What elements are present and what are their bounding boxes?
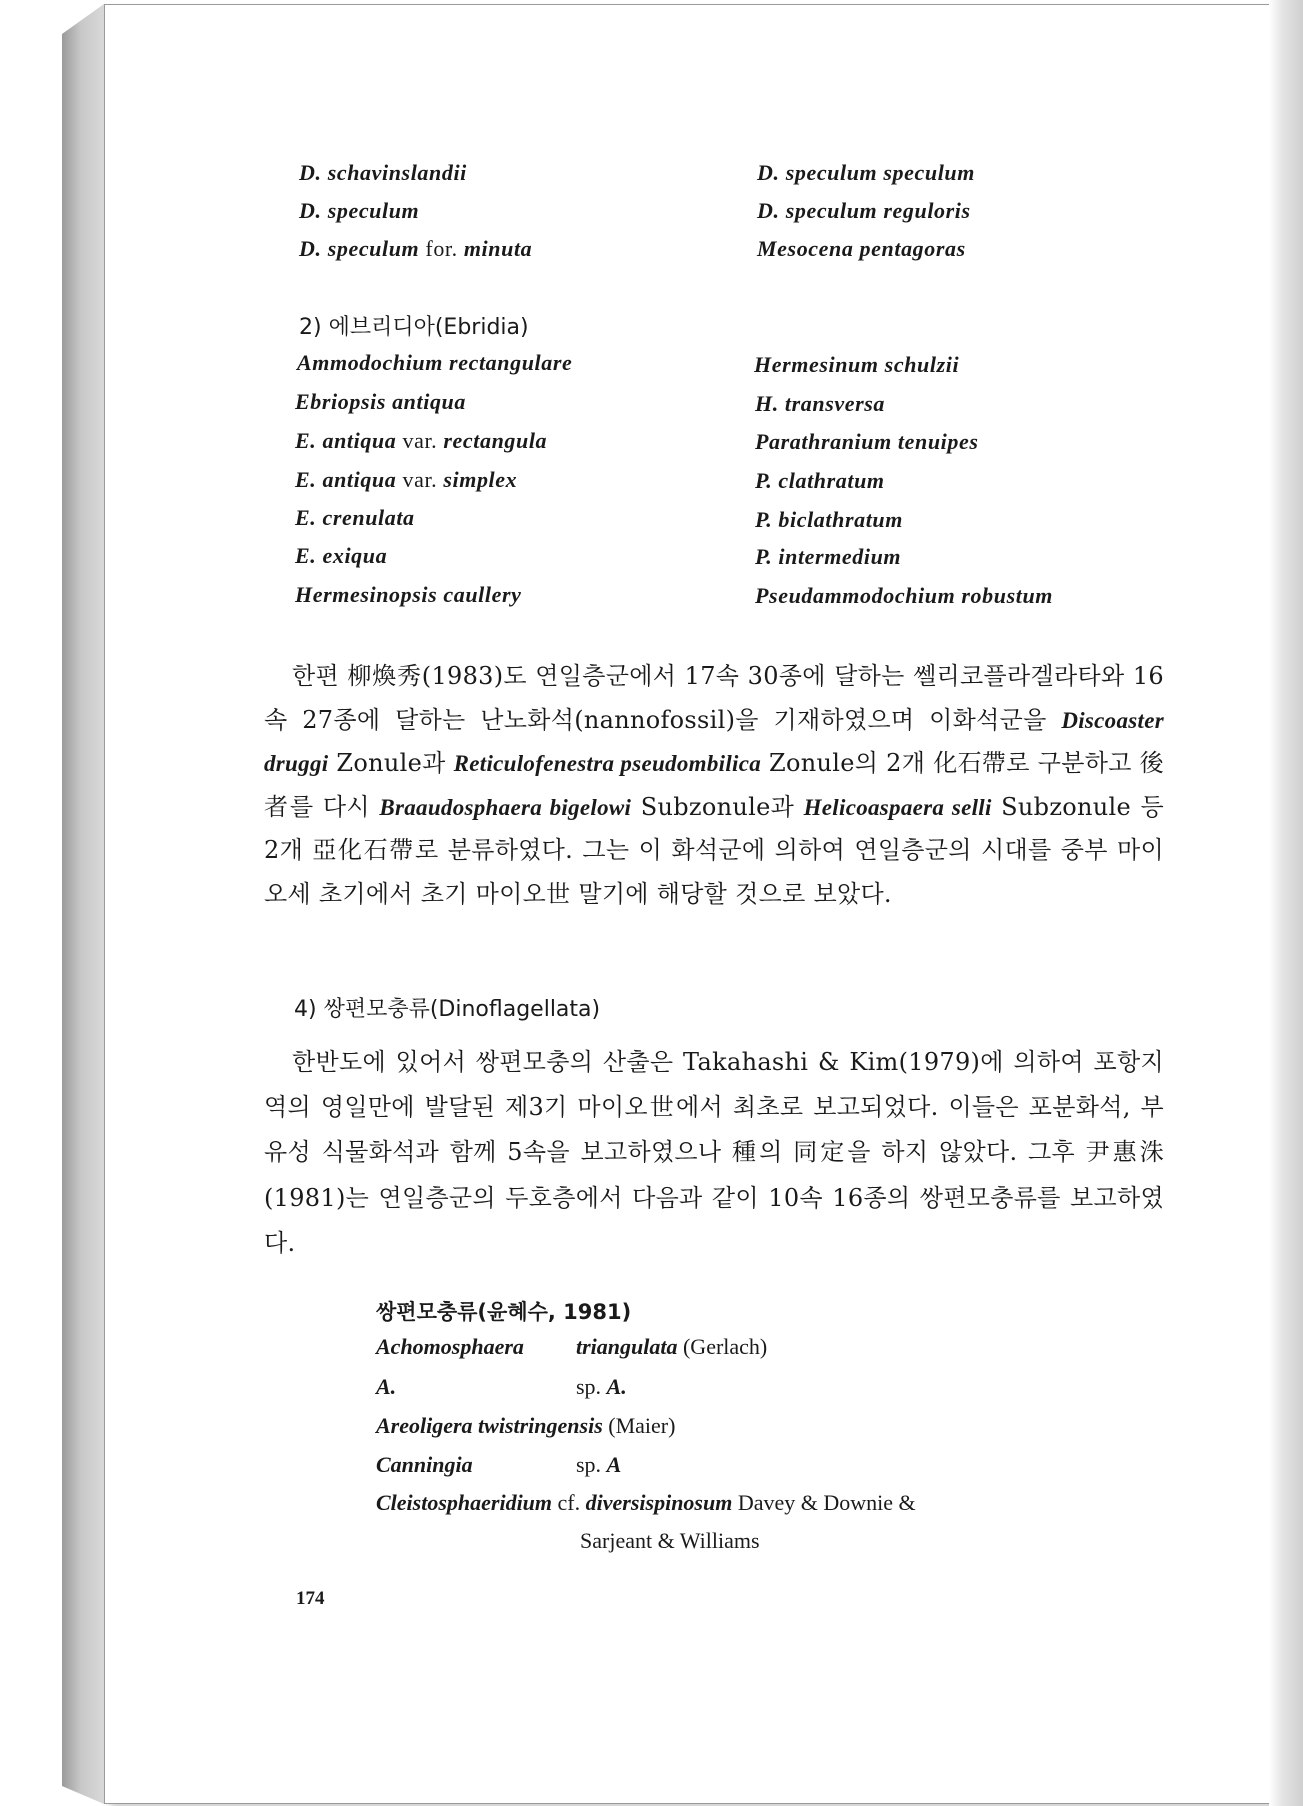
ebridia-left-7: Hermesinopsis caullery <box>295 582 522 607</box>
ebridia-right-4: P. clathratum <box>755 468 885 493</box>
section-4-heading: 4) 쌍편모충류(Dinoflagellata) <box>294 997 601 1022</box>
ebridia-right-7: Pseudammodochium robustum <box>755 583 1054 608</box>
species-left-1: D. schavinslandii <box>299 160 467 185</box>
paragraph-nannofossil: 한편 柳煥秀(1983)도 연일층군에서 17속 30종에 달하는 쎌리코플라겔라타와 16속 27종에 달하는 난노화석(nannofossil)을 기재하였으며 이화석군을 Discoaster druggi Zonule과 Reticulofenestra pseudombilica Zonule의 2개 化石帶로 구분하고 後者를 다시 Braaudosphaera bigelowi Subzonule과 Helicoaspaera selli Subzonule 등 2개 亞化石帶로 분류하였다. 그는 이 화석군에 의하여 연일층군의 시대를 중부 마이오세 초기에서 초기 마이오世 말기에 해당할 것으로 보았다. <box>264 662 1164 908</box>
paragraph-dinoflagellata: 한반도에 있어서 쌍편모충의 산출은 Takahashi & Kim(1979)에 의하여 포항지역의 영일만에 발달된 제3기 마이오世에서 최초로 보고되었다. 이들은 포분화석, 부유성 식물화석과 함께 5속을 보고하였으나 種의 同定을 하지 않았다. 그후 尹惠洙(1981)는 연일층군의 두호층에서 다음과 같이 10속 16종의 쌍편모충류를 보고하였다. <box>264 1048 1164 1257</box>
ebridia-right-3: Parathranium tenuipes <box>755 429 979 454</box>
dino-species-1: triangulata (Gerlach) <box>576 1334 768 1359</box>
species-right-1: D. speculum speculum <box>757 160 975 185</box>
dino-species-2: sp. A. <box>576 1374 627 1399</box>
dino-species-4: sp. A <box>576 1452 622 1477</box>
ebridia-right-6: P. intermedium <box>755 544 902 569</box>
ebridia-left-2: Ebriopsis antiqua <box>295 389 466 414</box>
dino-genus-2: A. <box>376 1374 397 1399</box>
ebridia-left-6: E. exiqua <box>295 543 388 568</box>
dino-list-title: 쌍편모충류(윤혜수, 1981) <box>376 1300 632 1324</box>
ebridia-heading: 2) 에브리디아(Ebridia) <box>299 315 529 340</box>
species-left-2: D. speculum <box>299 198 420 223</box>
species-right-2: D. speculum reguloris <box>757 198 971 223</box>
dino-genus-3: Areoligera twistringensis (Maier) <box>376 1413 676 1438</box>
species-left-3: D. speculum for. minuta <box>299 236 533 261</box>
dino-genus-5: Cleistosphaeridium cf. diversispinosum Davey & Downie & <box>376 1490 916 1515</box>
ebridia-right-2: H. transversa <box>755 391 886 416</box>
dino-genus-1: Achomosphaera <box>376 1334 524 1359</box>
ebridia-right-1: Hermesinum schulzii <box>754 352 960 377</box>
ebridia-left-3: E. antiqua var. rectangula <box>295 428 548 453</box>
ebridia-left-4: E. antiqua var. simplex <box>295 467 518 492</box>
ebridia-left-1: Ammodochium rectangulare <box>297 350 573 375</box>
ebridia-left-5: E. crenulata <box>295 505 415 530</box>
page-number: 174 <box>296 1588 325 1609</box>
dino-genus-4: Canningia <box>376 1452 473 1477</box>
dino-author-continued: Sarjeant & Williams <box>580 1528 760 1553</box>
ebridia-right-5: P. biclathratum <box>755 507 903 532</box>
species-right-3: Mesocena pentagoras <box>757 236 966 261</box>
